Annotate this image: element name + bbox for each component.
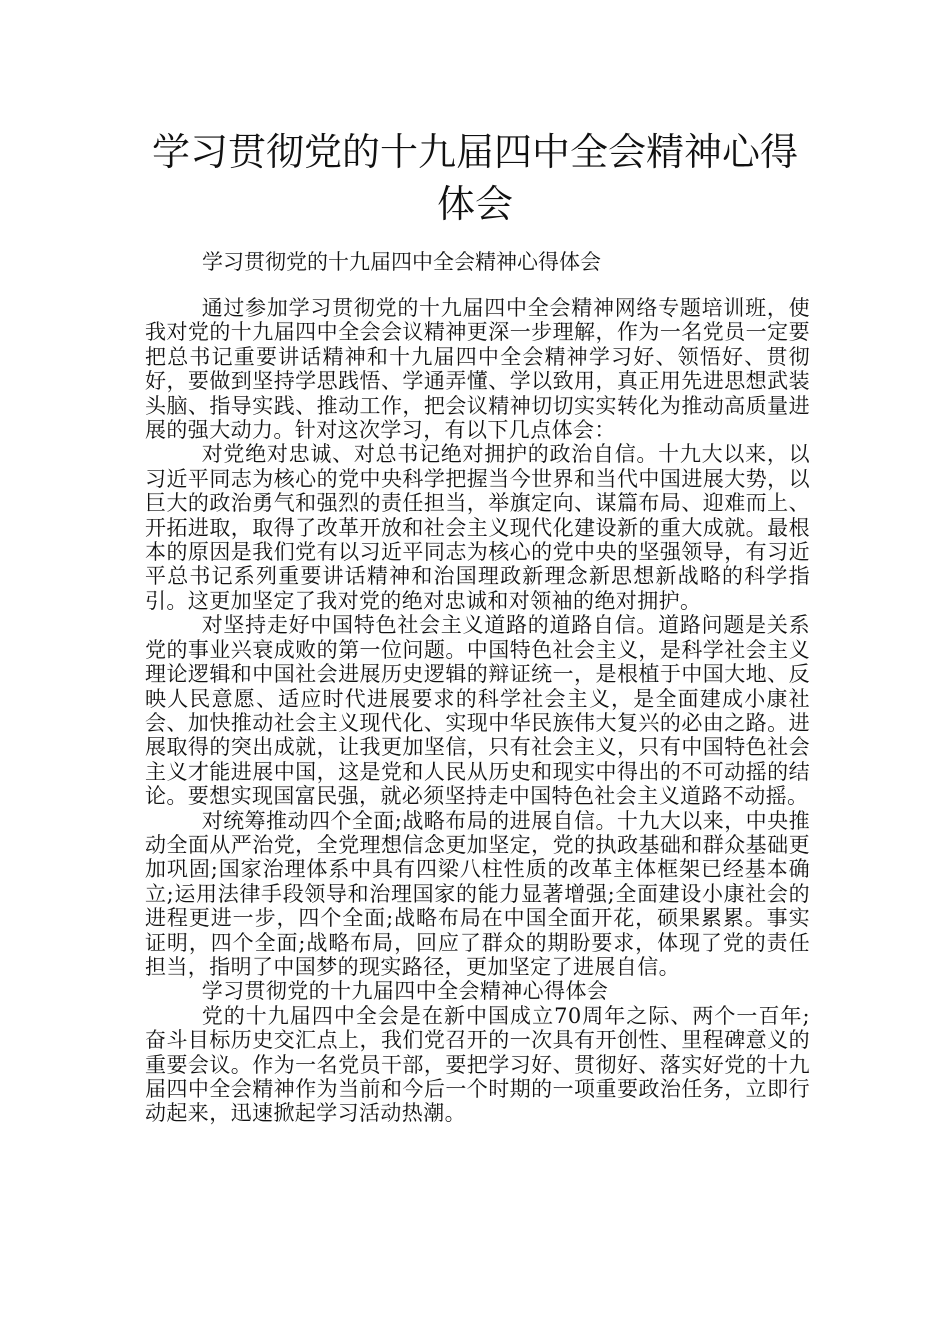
- document-body: [145, 296, 810, 1126]
- paragraph-road-confidence: 对坚持走好中国特色社会主义道路的道路自信。道路问题是关系党的事业兴衰成败的第一位问题。中国特色社会主义，是科学社会主义理论逻辑和中国社会进展历史逻辑的辩证统一，是根植于中国大地、反映人民意愿、适应时代进展要求的科学社会主义，是全面建成小康社会、加快推动社会主义现代化、实现中华民族伟大复兴的必由之路。进展取得的突出成就，让我更加坚信，只有社会主义，只有中国特色社会主义才能进展中国，这是党和人民从历史和现实中得出的不可动摇的结论。要想实现国富民强，就必须坚持走中国特色社会主义道路不动摇。: [145, 613, 810, 809]
- paragraph-intro: 通过参加学习贯彻党的十九届四中全会精神网络专题培训班，使我对党的十九届四中全会会议精神更深一步理解，作为一名党员一定要把总书记重要讲话精神和十九届四中全会精神学习好、领悟好、贯彻好，要做到坚持学思践悟、学通弄懂、学以致用，真正用先进思想武装头脑、指导实践、推动工作，把会议精神切切实实转化为推动高质量进展的强大动力。针对这次学习，有以下几点体会：: [145, 296, 810, 443]
- document-title: 学习贯彻党的十九届四中全会精神心得体会: [151, 130, 798, 226]
- paragraph-development-confidence: 对统筹推动四个全面;战略布局的进展自信。十九大以来，中央推动全面从严治党，全党理想信念更加坚定，党的执政基础和群众基础更加巩固;国家治理体系中具有四梁八柱性质的改革主体框架已经基本确立;运用法律手段领导和治理国家的能力显著增强;全面建设小康社会的进程更进一步，四个全面;战略布局在中国全面开花，硕果累累。事实证明，四个全面;战略布局，回应了群众的期盼要求，体现了党的责任担当，指明了中国梦的现实路径，更加坚定了进展自信。: [145, 808, 810, 979]
- paragraph-final: 党的十九届四中全会是在新中国成立70周年之际、两个一百年;奋斗目标历史交汇点上，我们党召开的一次具有开创性、里程碑意义的重要会议。作为一名党员干部，要把学习好、贯彻好、落实好党的十九届四中全会精神作为当前和今后一个时期的一项重要政治任务，立即行动起来，迅速掀起学习活动热潮。: [145, 1003, 810, 1126]
- document-subtitle: 学习贯彻党的十九届四中全会精神心得体会: [202, 250, 601, 274]
- paragraph-political-confidence: 对党绝对忠诚、对总书记绝对拥护的政治自信。十九大以来，以习近平同志为核心的党中央科学把握当今世界和当代中国进展大势，以巨大的政治勇气和强烈的责任担当，举旗定向、谋篇布局、迎难而上、开拓进取，取得了改革开放和社会主义现代化建设新的重大成就。最根本的原因是我们党有以习近平同志为核心的党中央的坚强领导，有习近平总书记系列重要讲话精神和治国理政新理念新思想新战略的科学指引。这更加坚定了我对党的绝对忠诚和对领袖的绝对拥护。: [145, 442, 810, 613]
- second-heading: 学习贯彻党的十九届四中全会精神心得体会: [201, 979, 609, 1004]
